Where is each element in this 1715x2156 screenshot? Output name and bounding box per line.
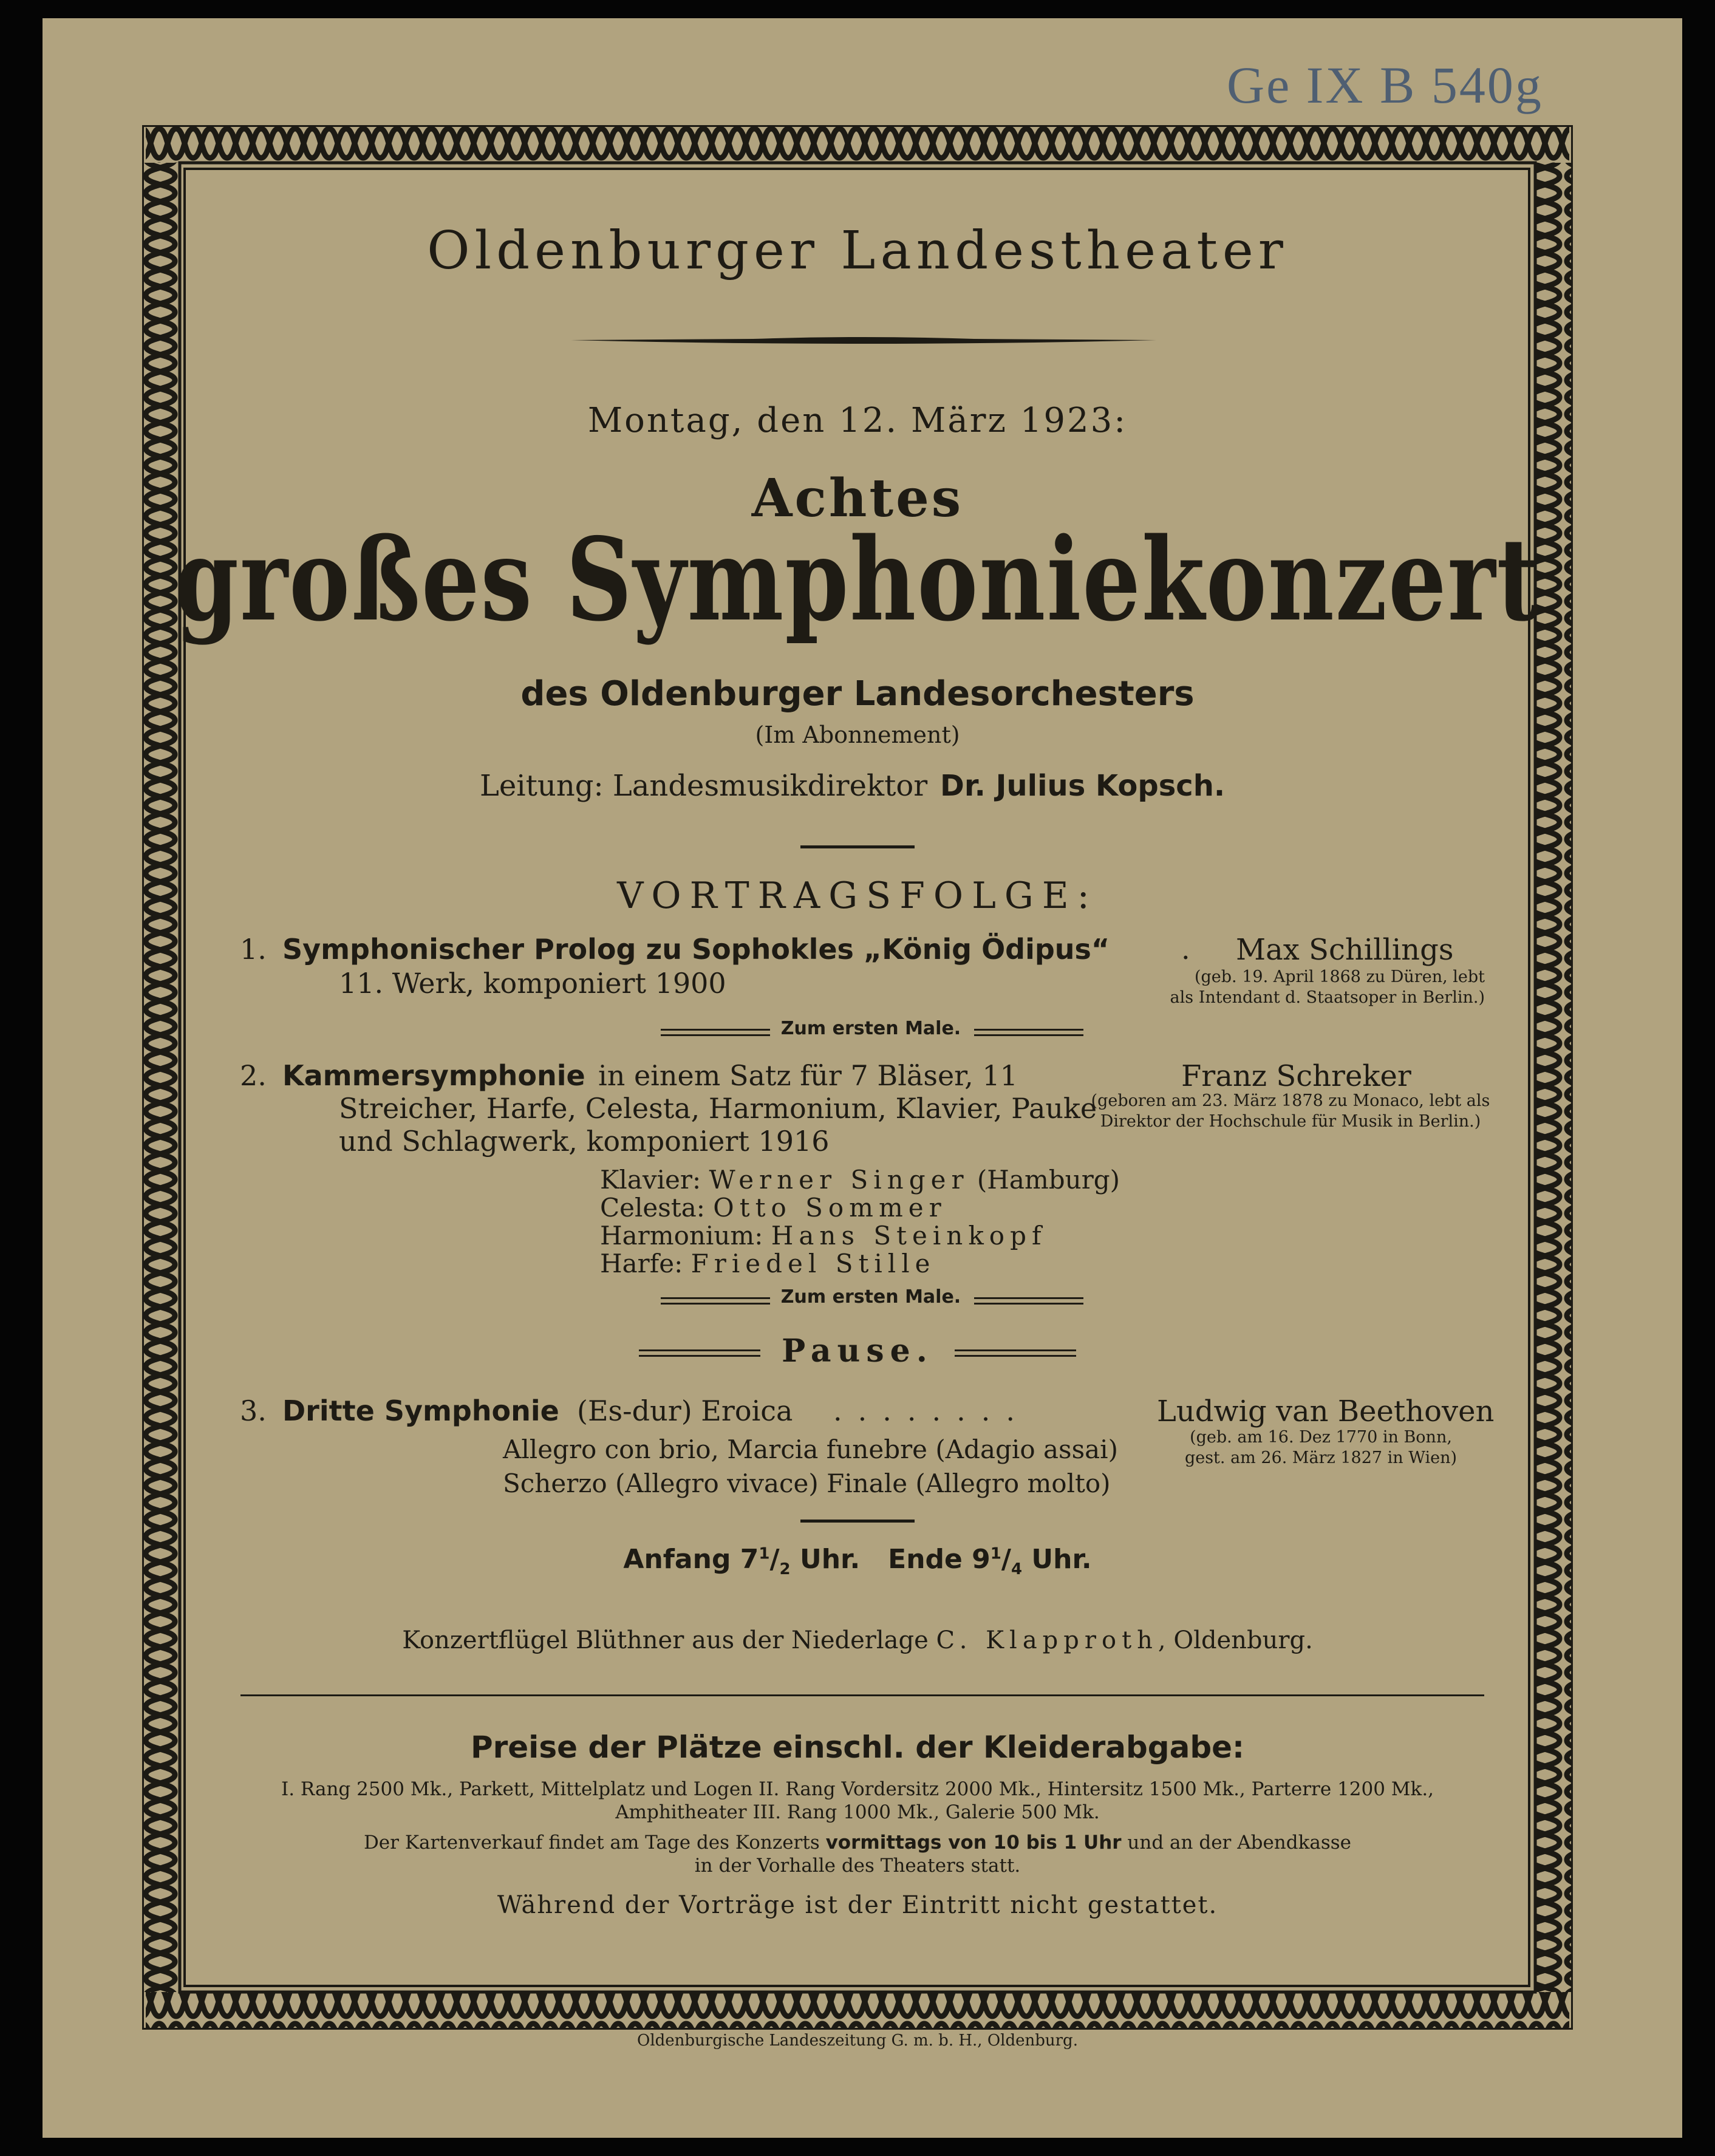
- conductor-label: Leitung: Landesmusikdirektor: [480, 769, 928, 803]
- composer-note: (geb. am 16. Dez 1770 in Bonn, gest. am 26. März 1827 in Wien): [1184, 1428, 1458, 1467]
- soloist-list: [600, 1166, 1120, 1278]
- premiere-rule: [974, 1029, 1083, 1036]
- item-title-rest: in einem Satz für 7 Bläser, 11: [598, 1059, 1018, 1092]
- pause-label: Pause.: [782, 1332, 933, 1370]
- conductor-name: Dr. Julius Kopsch.: [940, 769, 1226, 803]
- concert-times: Anfang $7^1/_2$ Uhr. Ende $9^1/_4$ Uhr.: [623, 1544, 1092, 1578]
- premiere-note: Zum ersten Male.: [780, 1286, 961, 1308]
- item-composer: Ludwig van Beethoven: [1157, 1394, 1495, 1428]
- item-number: 3.: [240, 1394, 267, 1427]
- concert-title: großes Symphoniekonzert: [175, 513, 1540, 647]
- item-composer: Franz Schreker: [1181, 1059, 1411, 1093]
- item-detail: Scherzo (Allegro vivace) Finale (Allegro molto): [503, 1469, 1111, 1498]
- item-composer: Max Schillings: [1236, 933, 1454, 967]
- title-ornament-rule: [571, 334, 1156, 346]
- item-detail: Allegro con brio, Marcia funebre (Adagio assai): [503, 1434, 1118, 1464]
- program-heading: VORTRAGSFOLGE:: [617, 875, 1098, 917]
- orchestra-name: des Oldenburger Landesorchesters: [520, 674, 1195, 714]
- theater-title: Oldenburger Landestheater: [427, 220, 1288, 281]
- prices-line: Amphitheater III. Rang 1000 Mk., Galerie 500 Mk.: [615, 1801, 1100, 1823]
- piano-note: Konzertflügel Blüthner aus der Niederlage C. Klapproth, Oldenburg.: [402, 1626, 1313, 1654]
- concert-date: Montag, den 12. März 1923:: [587, 401, 1128, 440]
- section-divider: [240, 1694, 1484, 1696]
- item-detail: 11. Werk, komponiert 1900: [339, 967, 726, 1000]
- premiere-rule: [974, 1297, 1083, 1305]
- soloist-row: Harmonium: Hans Steinkopf: [600, 1221, 1047, 1250]
- subscription-note: (Im Abonnement): [755, 722, 960, 748]
- item-detail: und Schlagwerk, komponiert 1916: [339, 1125, 830, 1158]
- composer-note: (geb. 19. April 1868 zu Düren, lebt als Intendant d. Staatsoper in Berlin.): [1170, 967, 1485, 1007]
- leader-dots: ........: [833, 1394, 1031, 1427]
- ticket-sale-note: in der Vorhalle des Theaters statt.: [694, 1855, 1021, 1877]
- premiere-rule: [661, 1297, 770, 1305]
- divider: [800, 845, 915, 848]
- divider: [800, 1520, 915, 1523]
- premiere-rule: [661, 1029, 770, 1036]
- soloist-row: Klavier: Werner Singer (Hamburg): [600, 1165, 1120, 1195]
- printer-imprint: Oldenburgische Landeszeitung G. m. b. H., Oldenburg.: [637, 2031, 1078, 2050]
- item-detail: Streicher, Harfe, Celesta, Harmonium, Klavier, Pauke: [339, 1092, 1097, 1125]
- entry-notice: Während der Vorträge ist der Eintritt nicht gestattet.: [497, 1891, 1218, 1919]
- item-number: 2.: [240, 1059, 267, 1092]
- prices-line: I. Rang 2500 Mk., Parkett, Mittelplatz und Logen II. Rang Vordersitz 2000 Mk., Hintersitz 1500 Mk., Parterre 1200 Mk.,: [281, 1778, 1434, 1800]
- item-number: 1.: [240, 933, 267, 966]
- item-title: Kammersymphonie: [282, 1059, 585, 1092]
- composer-note: (geboren am 23. März 1878 zu Monaco, lebt als Direktor der Hochschule für Musik in Berlin.): [1091, 1091, 1490, 1131]
- prices-heading: Preise der Plätze einschl. der Kleiderabgabe:: [470, 1730, 1245, 1765]
- premiere-note: Zum ersten Male.: [780, 1018, 961, 1039]
- soloist-row: Harfe: Friedel Stille: [600, 1249, 936, 1278]
- pause-rule: [955, 1349, 1076, 1357]
- ticket-sale-note: Der Kartenverkauf findet am Tage des Konzerts vormittags von 10 bis 1 Uhr und an der Abendkasse: [363, 1832, 1352, 1854]
- item-title: Dritte Symphonie: [282, 1394, 559, 1427]
- item-title-rest: (Es-dur) Eroica: [577, 1394, 793, 1427]
- soloist-row: Celesta: Otto Sommer: [600, 1193, 947, 1223]
- concert-ordinal: Achtes: [751, 468, 964, 529]
- pause-rule: [639, 1349, 760, 1357]
- archive-mark: Ge IX B 540g: [1227, 56, 1543, 114]
- item-title: Symphonischer Prolog zu Sophokles „König Ödipus“: [282, 933, 1110, 966]
